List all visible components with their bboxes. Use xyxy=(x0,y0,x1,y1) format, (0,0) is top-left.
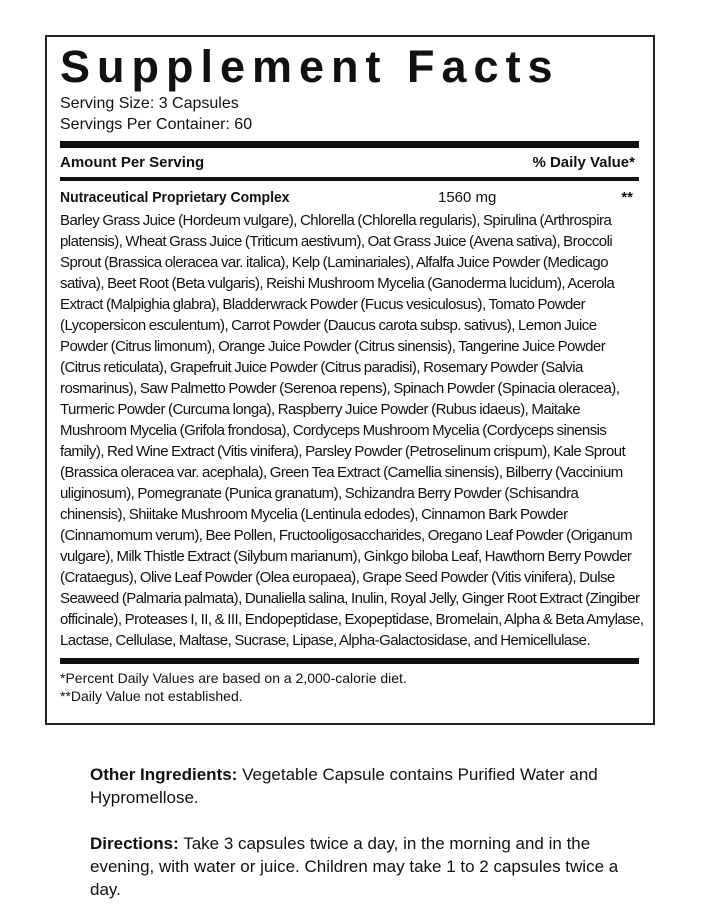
directions xyxy=(90,832,630,901)
divider-thick xyxy=(60,141,639,148)
amount-header-row xyxy=(60,148,639,173)
blend-ingredients: Barley Grass Juice (Hordeum vulgare), Chlorella (Chlorella regularis), Spirulina (Arthrospira platensis), Wheat Grass Juice (Triticum aestivum), Oat Grass Juice (Avena sativa), Broccoli Sprout (Brassica oleracea var. italica), Kelp (Laminariales), Alfalfa Juice Powder (Medicago sativa), Beet Root (Beta vulgaris), Reishi Mushroom Mycelia (Ganoderma lucidum), Acerola Extract (Malpighia glabra), Bladderwrack Powder (Fucus vesiculosus), Tomato Powder (Lycopersicon esculentum), Carrot Powder (Daucus carota subsp. sativus), Lemon Juice Powder (Citrus limonum), Orange Juice Powder (Citrus sinensis), Tangerine Juice Powder (Citrus reticulata), Grapefruit Juice Powder (Citrus paradisi), Rosemary Powder (Salvia rosmarinus), Saw Palmetto Powder (Serenoa repens), Spinach Powder (Spinacia oleracea), Turmeric Powder (Curcuma longa), Raspberry Juice Powder (Rubus idaeus), Maitake Mushroom Mycelia (Grifola frondosa), Cordyceps Mushroom Mycelia (Cordyceps sinensis family), Red Wine Extract (Vitis vinifera), Parsley Powder (Petroselinum crispum), Kale Sprout (Brassica oleracea var. acephala), Green Tea Extract (Camellia sinensis), Bilberry (Vaccinium uliginosum), Pomegranate (Punica granatum), Schizandra Berry Powder (Schisandra chinensis), Shiitake Mushroom Mycelia (Lentinula edodes), Cinnamon Bark Powder (Cinnamomum verum), Bee Pollen, Fructooligosaccharides, Oregano Leaf Powder (Origanum vulgare), Milk Thistle Extract (Silybum marianum), Ginkgo biloba Leaf, Hawthorn Berry Powder (Crataegus), Olive Leaf Powder (Olea europaea), Grape Seed Powder (Vitis vinifera), Dulse Seaweed (Palmaria palmata), Dunaliella salina, Inulin, Royal Jelly, Ginger Root Extract (Zingiber officinale), Proteases I, II, & III, Endopeptidase, Exopeptidase, Bromelain, Alpha & Beta Amylase, Lactase, Cellulase, Maltase, Sucrase, Lipase, Alpha-Galactosidase, and Hemicellulase. xyxy=(60,212,644,649)
panel-title: Supplement Facts xyxy=(60,41,560,92)
footnote-daily-values: *Percent Daily Values are based on a 2,000-calorie diet. xyxy=(60,670,407,686)
divider-medium xyxy=(60,177,639,181)
supplement-facts-panel xyxy=(45,35,655,725)
directions-text: Take 3 capsules twice a day, in the morning and in the evening, with water or juice. Children may take 1 to 2 capsules twice a day. xyxy=(90,834,619,899)
amount-per-serving-label: Amount Per Serving xyxy=(60,154,205,171)
servings-per-container: Servings Per Container: 60 xyxy=(60,116,253,133)
blend-daily-value: ** xyxy=(621,189,633,206)
divider-bottom xyxy=(60,658,639,664)
blend-amount: 1560 mg xyxy=(438,189,497,206)
additional-info xyxy=(90,763,630,924)
footnotes xyxy=(60,669,639,705)
footnote-not-established: **Daily Value not established. xyxy=(60,688,243,704)
directions-label: Directions: xyxy=(90,834,179,853)
blend-row xyxy=(60,189,639,207)
daily-value-label: % Daily Value* xyxy=(532,154,635,171)
other-ingredients-text: Vegetable Capsule contains Purified Water and Hypromellose. xyxy=(90,765,598,807)
blend-name: Nutraceutical Proprietary Complex xyxy=(60,189,290,206)
other-ingredients xyxy=(90,763,630,809)
other-ingredients-label: Other Ingredients: xyxy=(90,765,238,784)
serving-size: Serving Size: 3 Capsules xyxy=(60,95,239,112)
